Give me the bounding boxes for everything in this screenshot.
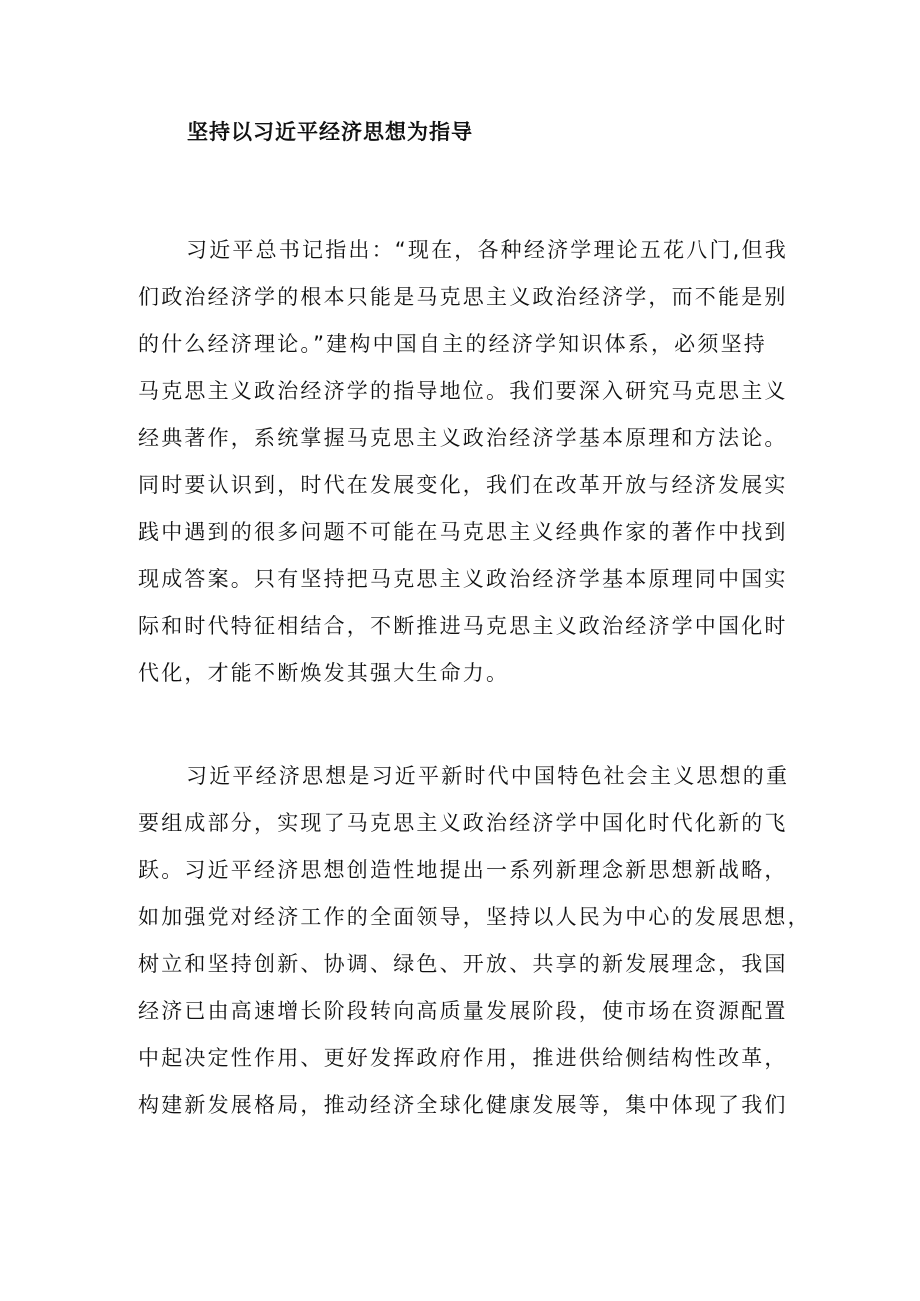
paragraph-line: 要组成部分，实现了马克思主义政治经济学中国化时代化新的飞 (138, 811, 788, 835)
paragraph-line: 跃。习近平经济思想创造性地提出一系列新理念新思想新战略， (138, 858, 788, 882)
paragraph-line: 经济已由高速增长阶段转向高质量发展阶段，使市场在资源配置 (138, 999, 788, 1023)
paragraph-line: 中起决定性作用、更好发挥政府作用，推进供给侧结构性改革， (138, 1046, 788, 1070)
paragraph-line: 习近平总书记指出：“现在，各种经济学理论五花八门,但我 (186, 238, 788, 262)
paragraph-line: 树立和坚持创新、协调、绿色、开放、共享的新发展理念，我国 (138, 952, 788, 976)
paragraph-line: 习近平经济思想是习近平新时代中国特色社会主义思想的重 (186, 764, 790, 788)
paragraph-line: 如加强党对经济工作的全面领导，坚持以人民为中心的发展思想， (138, 905, 811, 929)
paragraph-1 (138, 227, 818, 697)
paragraph-line: 同时要认识到，时代在发展变化，我们在改革开放与经济发展实 (138, 473, 788, 497)
paragraph-line: 践中遇到的很多问题不可能在马克思主义经典作家的著作中找到 (138, 520, 788, 544)
document-title: 坚持以习近平经济思想为指导 (187, 120, 473, 144)
paragraph-line: 的什么经济理论。”建构中国自主的经济学知识体系，必须坚持 (138, 332, 767, 356)
paragraph-line: 际和时代特征相结合，不断推进马克思主义政治经济学中国化时 (138, 614, 788, 638)
paragraph-line: 现成答案。只有坚持把马克思主义政治经济学基本原理同中国实 (138, 567, 788, 591)
paragraph-line: 构建新发展格局，推动经济全球化健康发展等，集中体现了我们 (138, 1093, 788, 1117)
paragraph-line: 代化，才能不断焕发其强大生命力。 (138, 661, 510, 685)
paragraph-line: 马克思主义政治经济学的指导地位。我们要深入研究马克思主义 (138, 379, 788, 403)
paragraph-line: 经典著作，系统掌握马克思主义政治经济学基本原理和方法论。 (138, 426, 788, 450)
paragraph-line: 们政治经济学的根本只能是马克思主义政治经济学，而不能是别 (138, 285, 788, 309)
paragraph-2 (138, 753, 818, 1129)
